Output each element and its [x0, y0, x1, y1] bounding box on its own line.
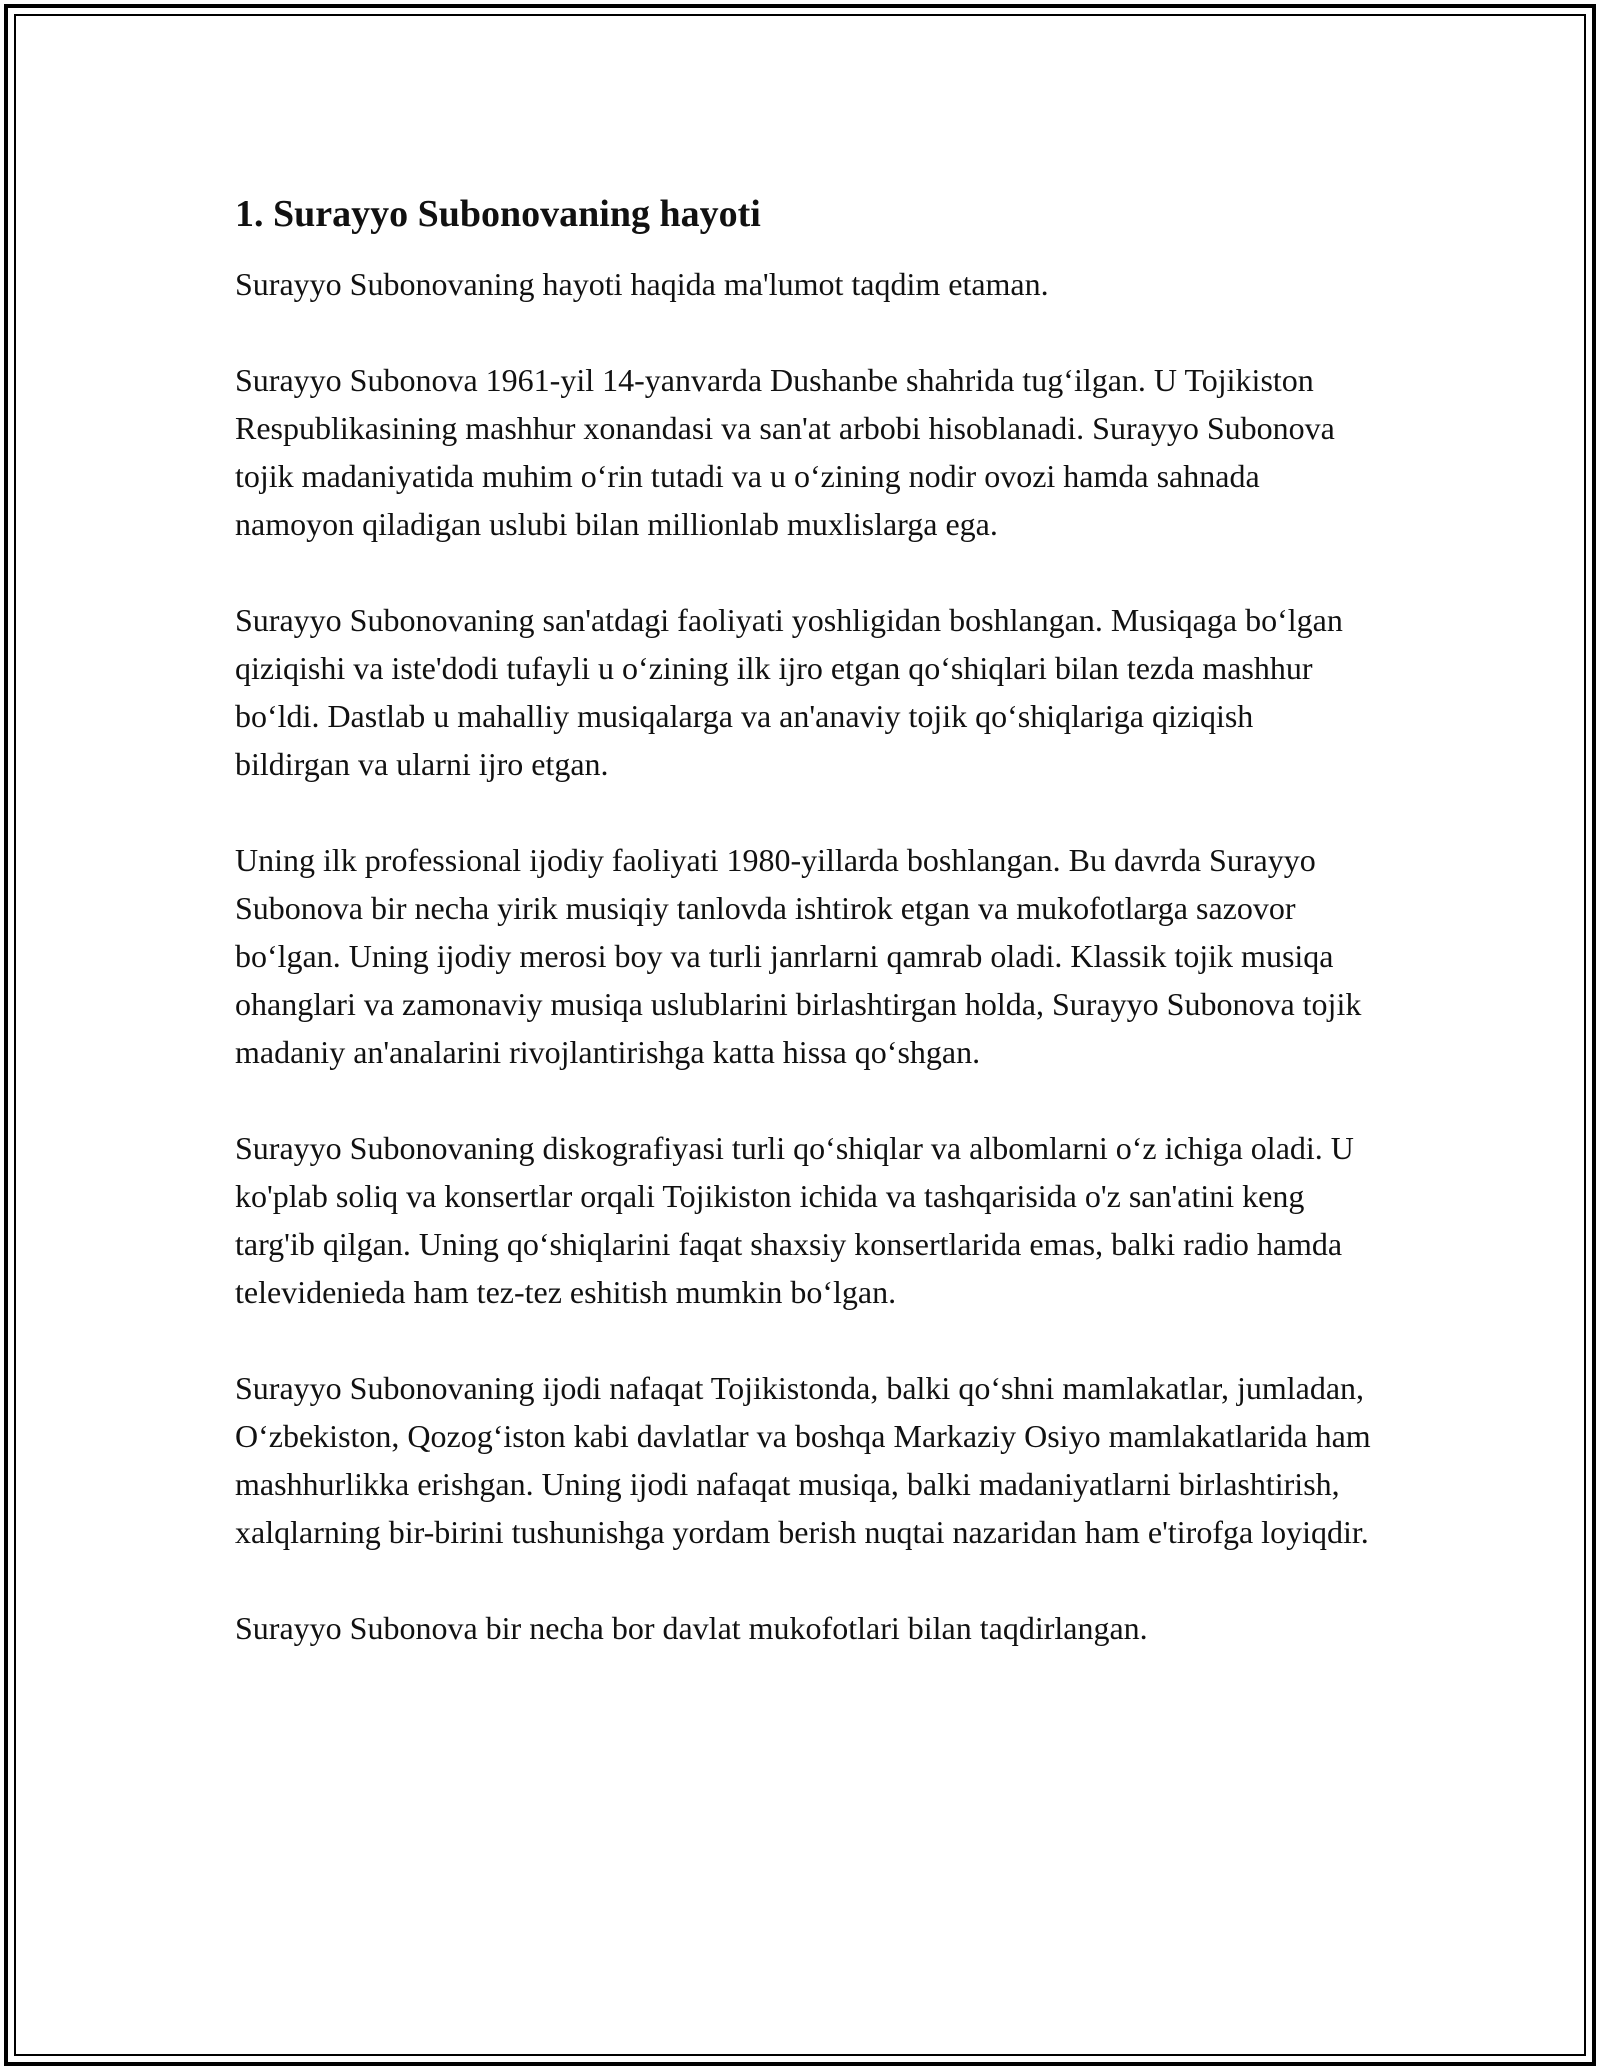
document-title: 1. Surayyo Subonovaning hayoti — [235, 193, 761, 235]
paragraph-intro: Surayyo Subonovaning hayoti haqida ma'lumot taqdim etaman. — [235, 266, 1049, 302]
paragraph-early-career: Surayyo Subonovaning san'atdagi faoliyati yoshligidan boshlangan. Musiqaga bo‘lgan qiziqishi va iste'dodi tufayli u o‘zining ilk ijro etgan qo‘shiqlari bilan tezda mashhur bo‘ldi. Dastlab u mahalliy musiqalarga va an'anaviy tojik qo‘shiqlariga qiziqish bildirgan va ularni ijro etgan. — [235, 602, 1343, 782]
paragraph-discography: Surayyo Subonovaning diskografiyasi turli qo‘shiqlar va albomlarni o‘z ichiga oladi. U ko'plab soliq va konsertlar orqali Tojikiston ichida va tashqarisida o'z san'atini keng targ'ib qilgan. Uning qo‘shiqlarini faqat shaxsiy konsertlarida emas, balki radio hamda televidenieda ham tez-tez eshitish mumkin bo‘lgan. — [235, 1130, 1354, 1310]
paragraph-birth: Surayyo Subonova 1961-yil 14-yanvarda Dushanbe shahrida tug‘ilgan. U Tojikiston Respublikasining mashhur xonandasi va san'at arbobi hisoblanadi. Surayyo Subonova tojik madaniyatida muhim o‘rin tutadi va u o‘zining nodir ovozi hamda sahnada namoyon qiladigan uslubi bilan millionlab muxlislarga ega. — [235, 362, 1335, 542]
document-body — [235, 188, 1375, 1700]
paragraph-professional-career: Uning ilk professional ijodiy faoliyati 1980-yillarda boshlangan. Bu davrda Surayyo Subonova bir necha yirik musiqiy tanlovda ishtirok etgan va mukofotlarga sazovor bo‘lgan. Uning ijodiy merosi boy va turli janrlarni qamrab oladi. Klassik tojik musiqa ohanglari va zamonaviy musiqa uslublarini birlashtirgan holda, Surayyo Subonova tojik madaniy an'analarini rivojlantirishga katta hissa qo‘shgan. — [235, 842, 1362, 1070]
paragraph-awards: Surayyo Subonova bir necha bor davlat mukofotlari bilan taqdirlangan. — [235, 1610, 1148, 1646]
paragraph-regional-fame: Surayyo Subonovaning ijodi nafaqat Tojikistonda, balki qo‘shni mamlakatlar, jumladan, O‘zbekiston, Qozog‘iston kabi davlatlar va boshqa Markaziy Osiyo mamlakatlarida ham mashhurlikka erishgan. Uning ijodi nafaqat musiqa, balki madaniyatlarni birlashtirish, xalqlarning bir-birini tushunishga yordam berish nuqtai nazaridan ham e'tirofga loyiqdir. — [235, 1370, 1371, 1550]
